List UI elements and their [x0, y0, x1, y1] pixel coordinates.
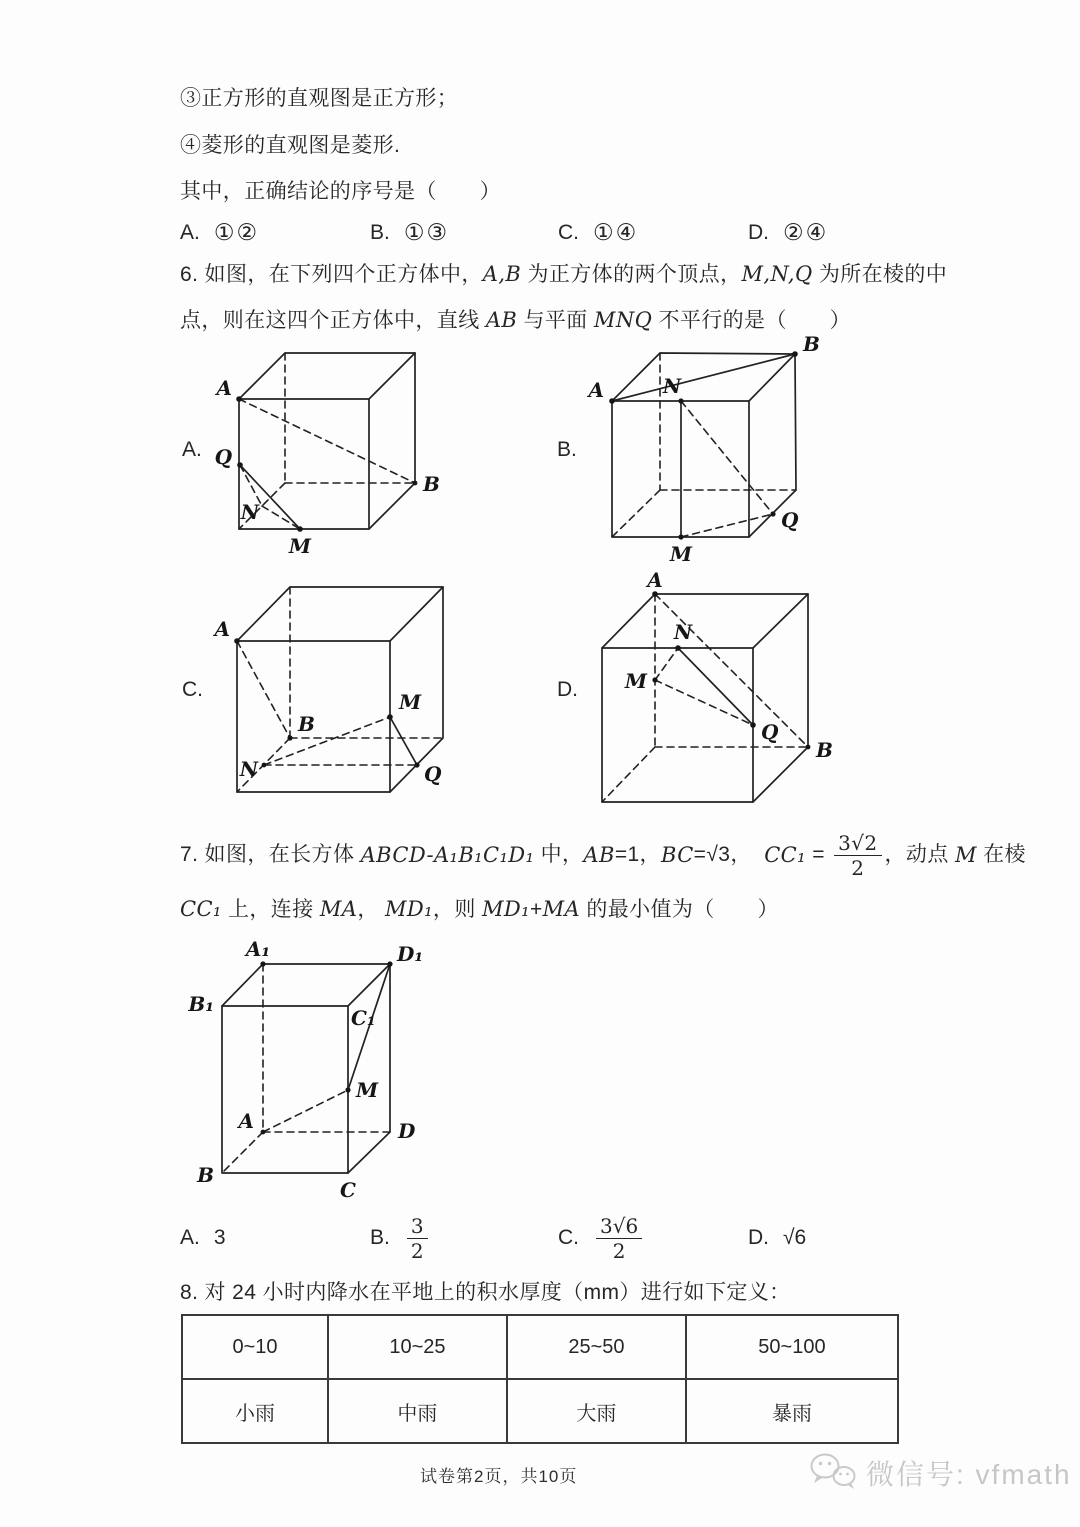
table-cell: 暴雨 [686, 1379, 898, 1443]
option-letter: B. [370, 1226, 390, 1249]
q5-option-d [748, 219, 828, 246]
vertex-label: Q [781, 508, 799, 532]
option-letter: C. [558, 1226, 579, 1249]
vertex-label: N [662, 374, 682, 398]
vertex-label: B [816, 738, 833, 762]
cube-figure-a [180, 335, 500, 570]
option-letter: B. [370, 220, 390, 244]
q7-stem-line1: 7. 如图，在长方体 ABCD-A₁B₁C₁D₁ 中， AB =1， BC =√3， CC₁ = $\frac{3√2}{2}$ ，动点 M 在棱 [180, 830, 1026, 880]
option-value: √6 [783, 1226, 807, 1249]
vertex-label: D₁ [397, 942, 424, 966]
vertex-label: B [423, 472, 440, 496]
q5-option-b [370, 219, 449, 246]
q5-stem: 其中，正确结论的序号是（ ） [180, 180, 501, 203]
vertex-label: A [238, 1109, 254, 1133]
table-cell: 中雨 [328, 1379, 507, 1443]
table-cell: 小雨 [182, 1379, 328, 1443]
vertex-label: M [288, 534, 312, 558]
table-row [182, 1379, 898, 1443]
vertex-label: A [647, 568, 663, 592]
cube-c-option-label: C. [182, 678, 203, 701]
vertex-label: C [340, 1178, 356, 1202]
vertex-label: N [673, 620, 693, 644]
q7-option-c [558, 1208, 645, 1268]
wechat-id-text: 微信号: vfmath [866, 1459, 1072, 1490]
cube-a-option-label: A. [182, 438, 202, 461]
option-value: ②④ [783, 219, 829, 245]
cube-figure-c [178, 578, 468, 818]
cube-figure-b [550, 332, 830, 575]
option-letter: D. [748, 1226, 769, 1249]
q6-stem-line2: 点，则在这四个正方体中，直线 AB 与平面 MNQ 不平行的是（ ） [180, 308, 852, 332]
q7-option-d [748, 1208, 806, 1268]
q5-statement-3: ③正方形的直观图是正方形； [180, 87, 459, 110]
table-row [182, 1315, 898, 1379]
table-cell: 50~100 [686, 1315, 898, 1379]
option-value: ①④ [593, 219, 639, 245]
q7-option-b [370, 1208, 431, 1268]
vertex-label: B [803, 332, 820, 356]
option-value: ①② [213, 219, 260, 245]
vertex-label: B [298, 712, 315, 736]
vertex-label: A [214, 617, 230, 641]
q7-stem-line2: CC₁ 上，连接 MA， MD₁，则 MD₁+MA 的最小值为（ ） [180, 897, 779, 921]
vertex-label: A [216, 376, 232, 400]
vertex-label: A₁ [245, 937, 271, 961]
vertex-label: M [624, 669, 647, 693]
option-letter: A. [180, 220, 200, 244]
rainfall-table [181, 1314, 899, 1444]
option-letter: D. [748, 220, 769, 244]
table-cell: 大雨 [507, 1379, 686, 1443]
wechat-watermark [808, 1450, 1072, 1496]
table-cell: 10~25 [328, 1315, 507, 1379]
option-letter: A. [180, 1226, 200, 1249]
q5-option-a [180, 219, 259, 246]
cube-figure-d [553, 568, 843, 825]
vertex-label: D [398, 1119, 416, 1143]
option-fraction: $\frac{3}{2}$ [407, 1215, 428, 1262]
table-cell: 25~50 [507, 1315, 686, 1379]
q5-statement-4: ④菱形的直观图是菱形. [180, 134, 401, 157]
vertex-label: N [239, 757, 258, 781]
cube-d-option-label: D. [557, 678, 578, 701]
vertex-label: M [669, 542, 693, 566]
cube-b-option-label: B. [557, 438, 577, 461]
option-letter: C. [558, 220, 579, 244]
vertex-label: N [240, 500, 259, 524]
q6-stem-line1: 6. 如图，在下列四个正方体中，A,B 为正方体的两个顶点，M,N,Q 为所在棱的中 [180, 262, 948, 286]
vertex-label: Q [424, 762, 442, 786]
option-value: 3 [213, 1226, 226, 1249]
q5-option-c [558, 219, 638, 246]
vertex-label: B₁ [188, 992, 214, 1016]
page-number-footer: 试卷第2页，共10页 [420, 1467, 578, 1486]
vertex-label: C₁ [351, 1006, 376, 1030]
q8-stem: 8. 对 24 小时内降水在平地上的积水厚度（mm）进行如下定义： [180, 1281, 791, 1304]
vertex-label: Q [761, 720, 779, 744]
q7-option-a [180, 1208, 226, 1268]
option-value: ①③ [403, 219, 450, 245]
vertex-label: A [588, 378, 604, 402]
option-fraction: $\frac{3√6}{2}$ [596, 1215, 642, 1262]
vertex-label: M [356, 1078, 379, 1102]
vertex-label: M [399, 690, 422, 714]
table-cell: 0~10 [182, 1315, 328, 1379]
cuboid-figure-q7 [190, 935, 470, 1215]
wechat-icon [808, 1450, 860, 1496]
vertex-label: Q [214, 445, 232, 469]
vertex-label: B [197, 1163, 214, 1187]
